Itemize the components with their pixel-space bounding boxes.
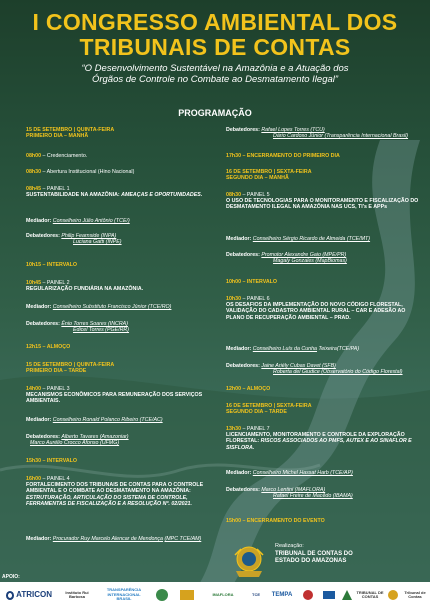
mediator-name: Conselheiro Michel Hassat Harb (TCE/AP): [252, 470, 353, 476]
mediator-name: Conselheiro Sérgio Ricardo de Almeida (TCE/MT): [252, 236, 371, 242]
debater-name: Ênio Torres Soares (INCRA): [61, 321, 128, 327]
sponsor-name: Instituto Rui Barbosa: [65, 589, 89, 599]
day2-morning-heading: [226, 169, 422, 181]
debater-name: Rafael Lopes Torres (TCU): [261, 127, 325, 133]
sponsor-emblem-icon: [341, 589, 353, 601]
item-credenciamento: [26, 153, 225, 159]
day1-date: 15 DE SETEMBRO | QUINTA-FEIRA: [26, 127, 115, 133]
panel-6-mediator: [226, 346, 422, 352]
mediator-label: Mediador:: [226, 236, 252, 242]
panel-7-mediator: [226, 470, 422, 476]
panel-4-mediator: [26, 536, 225, 542]
panel-title-italic: AMEAÇAS E OPORTUNIDADES.: [121, 192, 203, 199]
debater-name: Magaly Gonzales (MapBiomas): [273, 258, 347, 265]
panel-5: [226, 192, 422, 211]
panel-label: – PAINEL 4: [42, 476, 70, 482]
panel-title: FORTALECIMENTO DOS TRIBUNAIS DE CONTAS PARA O CONTROLE AMBIENTAL E O COMBATE AO DESMATAMENTO NA AMAZÔNIA:: [26, 482, 204, 495]
apoio-label: APOIO:: [2, 574, 20, 580]
debater-name: Edicel Torres (PGE/RR): [73, 327, 130, 334]
time-label: 16h00: [26, 476, 42, 482]
panel-title: LICENCIAMENTO, MONITORAMENTO E CONTROLE DA EXPLORAÇÃO FLORESTAL:: [226, 432, 405, 445]
tce-logo: [246, 587, 266, 603]
imaflora-logo: [212, 587, 234, 603]
lunch-2: 12h00 – ALMOÇO: [226, 386, 271, 392]
panel-5-mediator: [226, 236, 422, 242]
mediator-name: Procurador Ruy Marcelo Alencar de Mendonça: [52, 536, 164, 542]
panel-title-italic: RISCOS ASSOCIADOS AO PMFS, AUTEX E AO SINAFLOR E SISFLORA.: [226, 438, 412, 451]
mediator-label: Mediador:: [226, 470, 252, 476]
panel-2-mediator: [26, 304, 225, 310]
day1-afternoon-heading: [26, 362, 225, 374]
mediator-org: (MPC TCE/AM): [164, 536, 202, 542]
day1-morning-heading: [26, 127, 225, 139]
tce-am-name-line-1: TRIBUNAL DE CONTAS DO: [275, 551, 353, 557]
panel-7: [226, 426, 422, 451]
panel-title: REGULARIZAÇÃO FUNDIÁRIA NA AMAZÔNIA.: [26, 286, 144, 293]
atricon-logo: [6, 587, 52, 603]
program-heading: PROGRAMAÇÃO: [178, 108, 252, 118]
item-text: – Abertura Institucional (Hino Nacional): [42, 169, 135, 175]
event-subtitle-line-2: Órgãos de Controle no Combate ao Desmatamento Ilegal”: [91, 74, 339, 85]
sponsor-name: ATRICON: [16, 589, 52, 599]
tempa-logo: [268, 587, 296, 603]
sponsor-emblem-icon: [302, 589, 314, 601]
panel-title: OS DESAFIOS DA IMPLEMENTAÇÃO DO NOVO CÓDIGO FLORESTAL, VALIDAÇÃO DO CADASTRO AMBIENTAL RURAL – CAR E ADESÃO AO PLANO DE RECUPERAÇÃO AMBIENTAL – PRAD.: [226, 302, 406, 321]
panel-6-debaters: [226, 363, 422, 375]
mediator-name: Conselheiro Júlio Antônio (TCE/): [52, 218, 130, 224]
debater-name: Roberta del Giudice (Observatório do Código Florestal): [273, 369, 403, 376]
mediator-name: Conselheiro Ronald Polanco Ribeiro (TCE/AC): [52, 417, 163, 423]
panel-7-debaters: [226, 487, 422, 499]
panel-4: [26, 476, 225, 507]
panel-5-debaters: [226, 252, 422, 264]
realizacao-label: Realização:: [275, 543, 304, 549]
debaters-label: Debatedores:: [26, 321, 60, 327]
debaters-label: Debatedores:: [226, 487, 260, 493]
event-title: [0, 10, 430, 60]
sponsor-emblem-icon: [322, 589, 336, 601]
item-text: – Credenciamento.: [42, 153, 88, 159]
day2-date: 16 DE SETEMBRO | SEXTA-FEIRA: [226, 169, 312, 175]
event-title-line-2: TRIBUNAIS DE CONTAS: [79, 34, 351, 60]
debater-name: Rafael Freire de Macêdo (IBAMA): [273, 493, 353, 500]
panel-2-debaters: [26, 321, 225, 333]
panel-1-debaters: [26, 233, 225, 245]
mediator-label: Mediador:: [26, 417, 52, 423]
day2-afternoon-heading: [226, 403, 422, 415]
panel-label: – PAINEL 3: [42, 386, 70, 392]
break-3: 10h00 – INTERVALO: [226, 279, 278, 285]
event-closing: 15h00 – ENCERRAMENTO DO EVENTO: [226, 518, 325, 524]
panel-label: – PAINEL 1: [42, 186, 70, 192]
time-label: 08h00: [26, 153, 42, 159]
item-abertura: [26, 169, 225, 175]
time-label: 14h00: [26, 386, 42, 392]
tribunal-contas-logo: [402, 587, 428, 603]
transparencia-logo: [100, 587, 148, 603]
debaters-label: Debatedores:: [226, 363, 260, 369]
sponsor-emblem-icon: [179, 589, 195, 601]
day1-closing: 17h30 – ENCERRAMENTO DO PRIMEIRO DIA: [226, 153, 340, 159]
tribunal-logo: [356, 587, 384, 603]
debater-name: Philip Fearnside (INPA): [61, 233, 117, 239]
panel-title-italic: ESTRUTURAÇÃO, ARTICULAÇÃO DO SISTEMA DE CONTROLE, FERRAMENTAS DE FISCALIZAÇÃO E A RESOLUÇÃO Nº. 02/2021.: [26, 494, 192, 507]
sponsor-name: TRIBUNAL DE CONTAS: [356, 589, 384, 599]
day1-date: 15 DE SETEMBRO | QUINTA-FEIRA: [26, 362, 115, 368]
debater-name: Luciana Gatti (INPE): [73, 239, 122, 246]
panel-title: SUSTENTABILIDADE NA AMAZÔNIA:: [26, 192, 120, 199]
mediator-name: Conselheiro Substituto Francisco Júnior (TCE/RO): [52, 304, 172, 310]
time-label: 10h45: [26, 280, 42, 286]
panel-title: O USO DE TECNOLOGIAS PARA O MONITORAMENTO E FISCALIZAÇÃO DO DESMATAMENTO ILEGAL NA AMAZÔNIA NAS UCS, TI’s E APPs: [226, 198, 419, 211]
event-subtitle-line-1: “O Desenvolvimento Sustentável na Amazônia e a Atuação dos: [81, 63, 349, 74]
break-2: 15h30 – INTERVALO: [26, 458, 78, 464]
debaters-label: Debatedores:: [226, 252, 260, 258]
sponsor-name: IMAFLORA: [212, 591, 234, 597]
sponsor-logo: [386, 587, 400, 603]
time-label: 08h30: [26, 169, 42, 175]
panel-4-debaters: [226, 127, 422, 139]
panel-title: MECANISMOS ECONÔMICOS PARA REMUNERAÇÃO DOS SERVIÇOS AMBIENTAIS.: [26, 392, 203, 405]
time-label: 10h30: [226, 296, 242, 302]
sponsor-logo: [320, 587, 338, 603]
debater-name: Alberto Tavares (Amazoniar): [61, 434, 129, 440]
event-subtitle: [30, 63, 400, 85]
sponsor-logo: [152, 587, 172, 603]
mediator-label: Mediador:: [226, 346, 252, 352]
mediator-label: Mediador:: [26, 304, 52, 310]
break-1: 10h15 – INTERVALO: [26, 262, 78, 268]
mediator-name: Conselheiro Luís da Cunha: [252, 346, 317, 352]
day1-period: PRIMEIRO DIA – TARDE: [26, 368, 87, 375]
day1-period: PRIMEIRO DIA – MANHÃ: [26, 133, 89, 140]
tce-am-crest-icon: [232, 543, 266, 579]
time-label: 08h45: [26, 186, 42, 192]
debaters-label: Debatedores:: [226, 127, 260, 133]
time-label: 13h30: [226, 426, 242, 432]
sponsor-logo: [340, 587, 354, 603]
panel-1-mediator: [26, 218, 225, 224]
debater-name: Marco Lentini (IMAFLORA): [261, 487, 326, 493]
irb-logo: [58, 587, 96, 603]
panel-3-mediator: [26, 417, 225, 423]
tce-am-name: [275, 551, 353, 565]
debaters-label: Debatedores:: [26, 233, 60, 239]
debater-name: Promotor Alexandre Gaio (MPE/PR): [261, 252, 347, 258]
day2-date: 16 DE SETEMBRO | SEXTA-FEIRA: [226, 403, 312, 409]
panel-3-debaters: [26, 434, 225, 446]
panel-label: – PAINEL 2: [42, 280, 70, 286]
debater-name: Dário Cardoso Júnior (Transparência Internacional Brasil): [273, 133, 409, 140]
debaters-label: Debatedores:: [26, 434, 60, 440]
time-label: 08h30: [226, 192, 242, 198]
debater-name: Jaine Ariély Cubas Davet (SFB): [261, 363, 336, 369]
atricon-icon: [6, 591, 14, 600]
panel-3: [26, 386, 225, 405]
day2-period: SEGUNDO DIA – TARDE: [226, 409, 287, 416]
panel-label: – PAINEL 7: [242, 426, 270, 432]
panel-1: [26, 186, 225, 198]
sponsor-emblem-icon: [387, 589, 399, 601]
panel-6: [226, 296, 422, 321]
mediator-label: Mediador:: [26, 536, 52, 542]
debater-name: Marco Aurélio Crocco Afonso (UFMG): [30, 440, 120, 447]
sponsor-name: TEMPA: [271, 591, 293, 598]
mediator-label: Mediador:: [26, 218, 52, 224]
event-title-line-1: I CONGRESSO AMBIENTAL DOS: [32, 9, 398, 35]
panel-2: [26, 280, 225, 292]
sponsor-emblem-icon: [155, 588, 169, 602]
sponsor-logo: [300, 587, 316, 603]
sponsor-name: TRANSPARÊNCIA INTERNACIONAL BRASIL: [106, 587, 142, 602]
tce-am-name-line-2: ESTADO DO AMAZONAS: [275, 558, 347, 564]
sponsor-name: TCE: [252, 591, 260, 597]
sponsor-logo: [176, 587, 198, 603]
day2-period: SEGUNDO DIA – MANHÃ: [226, 175, 289, 182]
sponsor-name: Tribunal de Contas: [404, 589, 426, 599]
mediator-org: Teixeira(TCE/PA): [318, 346, 360, 352]
lunch-1: 12h15 – ALMOÇO: [26, 344, 71, 350]
sponsors-bar: [0, 582, 430, 608]
panel-label: – PAINEL 5: [242, 192, 270, 198]
panel-label: – PAINEL 6: [242, 296, 270, 302]
